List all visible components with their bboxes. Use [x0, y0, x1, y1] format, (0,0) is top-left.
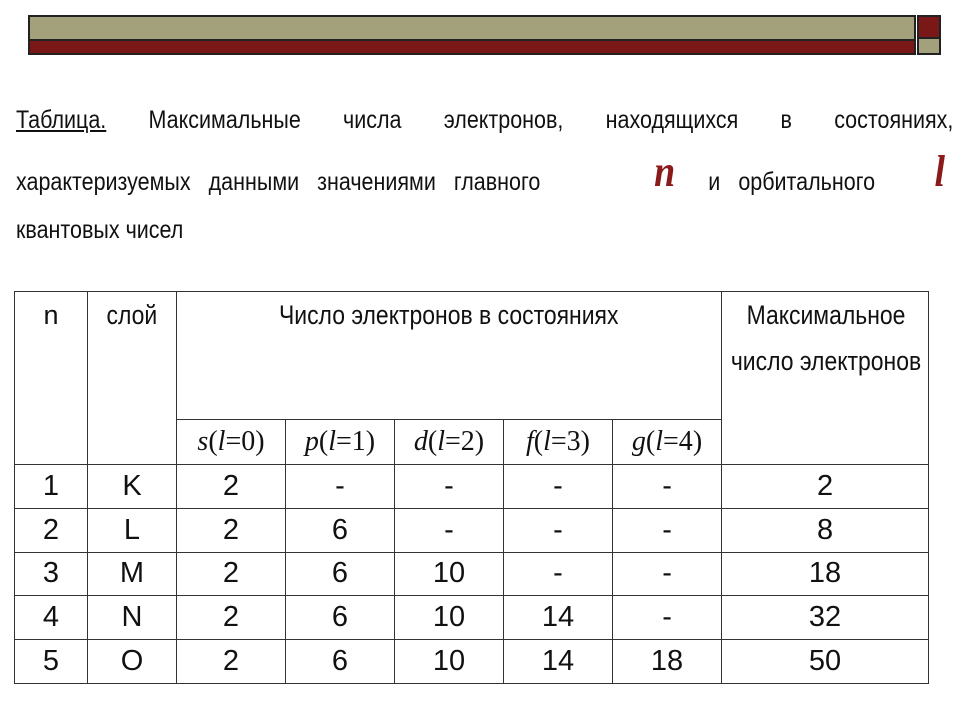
orbital-l: l [655, 426, 664, 457]
table-row [15, 508, 929, 552]
subheader-d: d(l=2) [395, 420, 504, 465]
cell-max: 50 [722, 640, 929, 684]
principal-quantum-number-symbol: n [654, 147, 676, 196]
subheader-s: s(l=0) [177, 420, 286, 465]
subheader-f: f(l=3) [504, 420, 613, 465]
cell-max: 18 [722, 552, 929, 596]
caption-word: Максимальные [148, 106, 301, 134]
electron-capacity-table [14, 291, 929, 684]
orbital-l: l [328, 426, 336, 457]
cell-n: 2 [15, 508, 88, 552]
orbital-eq: =3 [550, 426, 581, 457]
cell-d: - [395, 508, 504, 552]
table-row [15, 465, 929, 509]
cell-p: 6 [286, 508, 395, 552]
corner-square-maroon [917, 15, 941, 39]
caption-line-2 [16, 147, 953, 196]
cell-s: 2 [177, 465, 286, 509]
caption-word: числа [343, 106, 402, 134]
cell-f: 14 [504, 640, 613, 684]
caption-line-1 [16, 108, 953, 133]
cell-layer: O [88, 640, 177, 684]
header-layer-text: слой [106, 300, 158, 330]
cell-d: 10 [395, 552, 504, 596]
caption-text: и орбитального [708, 168, 876, 196]
cell-p: 6 [286, 552, 395, 596]
cell-layer: K [88, 465, 177, 509]
cell-s: 2 [177, 596, 286, 640]
subheader-p: p(l=1) [286, 420, 395, 465]
subheader-g: g(l=4) [613, 420, 722, 465]
table-row [15, 552, 929, 596]
cell-f: - [504, 508, 613, 552]
cell-g: - [613, 552, 722, 596]
caption-lead: Таблица. [16, 106, 107, 134]
header-olive-stripe [30, 17, 914, 41]
cell-p: 6 [286, 640, 395, 684]
cell-layer: M [88, 552, 177, 596]
header-layer [88, 292, 177, 465]
cell-layer: N [88, 596, 177, 640]
orbital-eq: =4 [663, 426, 693, 457]
cell-d: 10 [395, 596, 504, 640]
orbital-letter: s [197, 426, 209, 457]
cell-n: 4 [15, 596, 88, 640]
cell-s: 2 [177, 640, 286, 684]
header-decor-bar [28, 15, 916, 55]
header-n-text: n [43, 300, 59, 330]
caption-line-3: квантовых чисел [16, 216, 184, 244]
cell-max: 8 [722, 508, 929, 552]
header-n [15, 292, 88, 465]
header-max-text: Максимальное число электронов [730, 300, 922, 376]
orbital-l: l [217, 426, 226, 457]
cell-max: 32 [722, 596, 929, 640]
cell-g: - [613, 596, 722, 640]
orbital-letter: f [525, 426, 534, 457]
orbital-eq: =2 [444, 426, 475, 457]
cell-d: 10 [395, 640, 504, 684]
corner-square-olive [917, 37, 941, 55]
cell-d: - [395, 465, 504, 509]
cell-max: 2 [722, 465, 929, 509]
table-row [15, 596, 929, 640]
caption-text: характеризуемых данными значениями главного [16, 168, 541, 196]
orbital-l: l [543, 426, 551, 457]
cell-n: 5 [15, 640, 88, 684]
orbital-eq: =0 [225, 426, 256, 457]
caption-word: состояниях, [834, 106, 954, 134]
orbital-l: l [437, 426, 445, 457]
orbital-letter: p [304, 426, 319, 457]
header-states-text: Число электронов в состояниях [279, 300, 619, 330]
cell-f: - [504, 465, 613, 509]
table-row [15, 640, 929, 684]
cell-f: - [504, 552, 613, 596]
cell-layer: L [88, 508, 177, 552]
cell-f: 14 [504, 596, 613, 640]
caption-word: в [780, 106, 792, 134]
orbital-letter: g [631, 426, 646, 457]
header-maroon-stripe [30, 41, 914, 53]
cell-s: 2 [177, 508, 286, 552]
cell-n: 3 [15, 552, 88, 596]
cell-g: - [613, 465, 722, 509]
caption-word: электронов, [443, 106, 564, 134]
orbital-quantum-number-symbol: l [934, 147, 946, 196]
cell-s: 2 [177, 552, 286, 596]
orbital-eq: =1 [335, 426, 366, 457]
caption-word: находящихся [605, 106, 739, 134]
header-max [722, 292, 929, 465]
cell-g: - [613, 508, 722, 552]
cell-p: - [286, 465, 395, 509]
cell-n: 1 [15, 465, 88, 509]
orbital-letter: d [413, 426, 428, 457]
header-states [177, 292, 722, 420]
cell-g: 18 [613, 640, 722, 684]
cell-p: 6 [286, 596, 395, 640]
